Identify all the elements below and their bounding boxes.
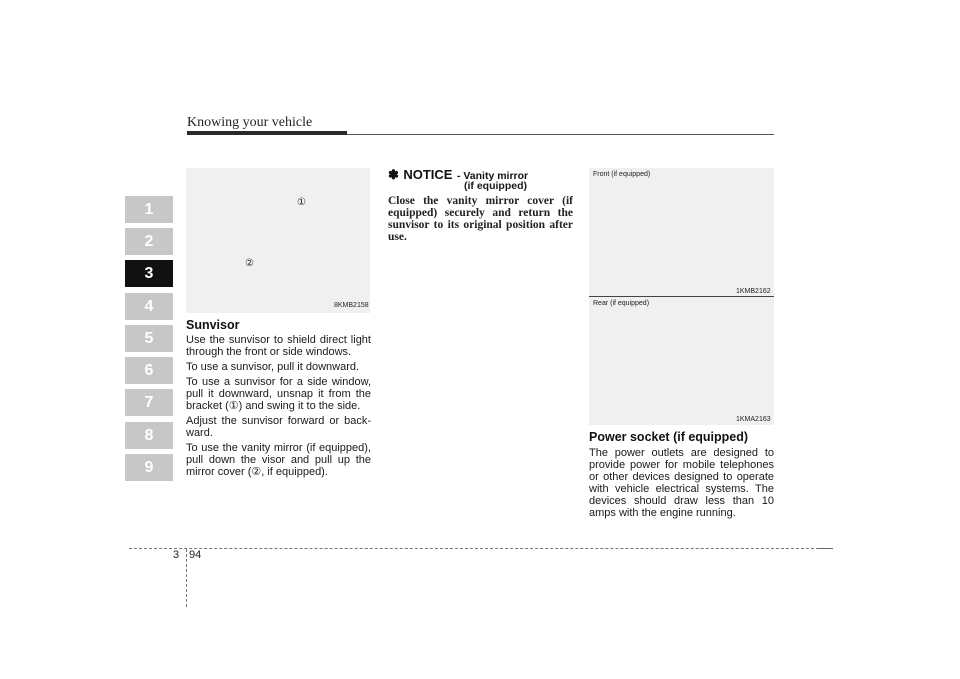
chapter-tab-9[interactable]: 9 <box>125 454 173 481</box>
figure-code-rear: 1KMA2163 <box>736 416 771 423</box>
notice-body: Close the vanity mirror cover (if equipped) securely and return the sunvisor to its original position after use. <box>388 195 573 243</box>
chapter-tab-4[interactable]: 4 <box>125 293 173 320</box>
power-socket-rear-figure <box>589 297 774 425</box>
chapter-tab-3[interactable]: 3 <box>125 260 173 287</box>
header-rule <box>347 134 774 135</box>
figure-caption-front: Front (if equipped) <box>593 171 651 178</box>
chapter-tab-8[interactable]: 8 <box>125 422 173 449</box>
paragraph: To use a sunvisor, pull it downward. <box>186 361 360 373</box>
paragraph: To use the vanity mirror (if equipped), pull down the visor and pull up the mirror cover (②, if equipped). <box>186 442 371 478</box>
figure-code-front: 1KMB2162 <box>736 288 771 295</box>
chapter-tab-5[interactable]: 5 <box>125 325 173 352</box>
section-title-sunvisor: Sunvisor <box>186 318 240 332</box>
chapter-tab-1[interactable]: 1 <box>125 196 173 223</box>
footer-rule <box>129 548 819 549</box>
chapter-tab-2[interactable]: 2 <box>125 228 173 255</box>
power-socket-body: The power outlets are designed to provide power for mobile telephones or other devices designed to operate with vehicle electrical systems. The devices should draw less than 10 amps with the engine running. <box>589 447 774 519</box>
section-title-power-socket: Power socket (if equipped) <box>589 430 749 444</box>
notice-label: NOTICE <box>403 167 453 182</box>
figure-code: 8KMB2158 <box>334 302 369 309</box>
sunvisor-body <box>186 334 371 478</box>
notice-subtitle: - Vanity mirror <box>456 170 529 182</box>
callout-2: ② <box>245 258 254 269</box>
chapter-number: 3 <box>173 549 180 561</box>
paragraph: Use the sunvisor to shield direct light through the front or side windows. <box>186 334 371 358</box>
paragraph: To use a sunvisor for a side window, pull it downward, unsnap it from the bracket (①) and swing it to the side. <box>186 376 371 412</box>
running-header: Knowing your vehicle <box>187 115 313 130</box>
paragraph: Adjust the sunvisor forward or back-ward. <box>186 415 371 439</box>
figure-caption-rear: Rear (if equipped) <box>593 300 650 307</box>
sunvisor-figure <box>186 168 370 313</box>
chapter-tab-6[interactable]: 6 <box>125 357 173 384</box>
footer-rule-end <box>819 548 833 549</box>
chapter-tab-7[interactable]: 7 <box>125 389 173 416</box>
header-rule-accent <box>187 131 347 135</box>
power-socket-front-figure <box>589 168 774 296</box>
callout-1: ① <box>297 197 306 208</box>
page-number: 94 <box>189 549 202 561</box>
footer-divider <box>186 549 187 607</box>
notice-subtitle-line2: (if equipped) <box>464 180 527 192</box>
notice-icon: ✽ <box>388 167 399 182</box>
